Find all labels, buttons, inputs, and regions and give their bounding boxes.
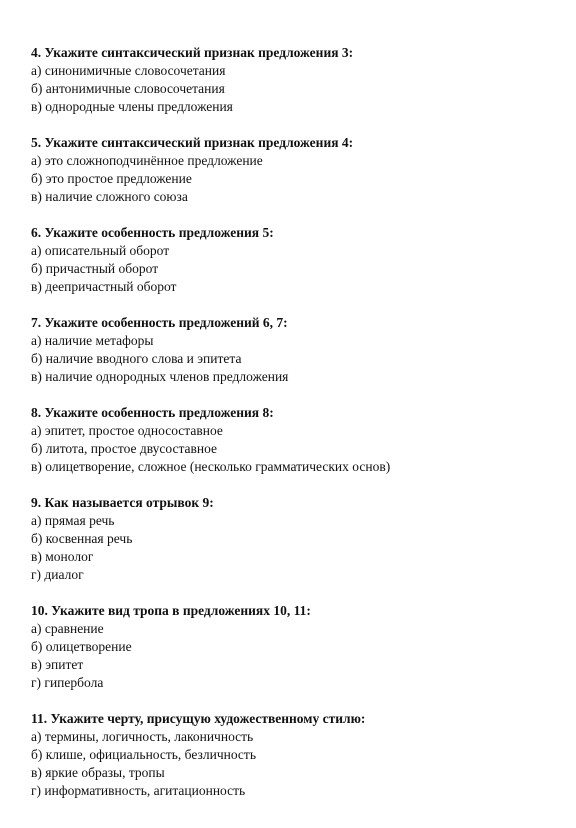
answer-option: б) олицетворение [31, 639, 132, 654]
answer-option: в) деепричастный оборот [31, 279, 177, 294]
question-6 [31, 224, 561, 296]
question-title: 7. Укажите особенность предложений 6, 7: [31, 315, 288, 330]
answer-option: г) гипербола [31, 675, 104, 690]
question-8 [31, 404, 561, 476]
question-7 [31, 314, 561, 386]
answer-option: а) это сложноподчинённое предложение [31, 153, 263, 168]
answer-option: а) наличие метафоры [31, 333, 154, 348]
answer-option: в) наличие однородных членов предложения [31, 369, 289, 384]
question-4 [31, 44, 561, 116]
answer-option: г) диалог [31, 567, 84, 582]
answer-option: в) монолог [31, 549, 94, 564]
answer-option: в) яркие образы, тропы [31, 765, 165, 780]
question-10 [31, 602, 561, 692]
question-title: 11. Укажите черту, присущую художественному стилю: [31, 711, 366, 726]
answer-option: а) эпитет, простое односоставное [31, 423, 223, 438]
question-title: 5. Укажите синтаксический признак предложения 4: [31, 135, 354, 150]
question-9 [31, 494, 561, 584]
answer-option: а) термины, логичность, лаконичность [31, 729, 254, 744]
question-title: 9. Как называется отрывок 9: [31, 495, 214, 510]
question-title: 10. Укажите вид тропа в предложениях 10, 11: [31, 603, 311, 618]
answer-option: б) антонимичные словосочетания [31, 81, 225, 96]
answer-option: а) прямая речь [31, 513, 115, 528]
question-title: 8. Укажите особенность предложения 8: [31, 405, 274, 420]
answer-option: б) причастный оборот [31, 261, 159, 276]
answer-option: б) литота, простое двусоставное [31, 441, 218, 456]
answer-option: в) наличие сложного союза [31, 189, 188, 204]
question-title: 4. Укажите синтаксический признак предложения 3: [31, 45, 354, 60]
question-11 [31, 710, 561, 800]
answer-option: в) олицетворение, сложное (несколько грамматических основ) [31, 459, 391, 474]
answer-option: б) наличие вводного слова и эпитета [31, 351, 242, 366]
answer-option: б) косвенная речь [31, 531, 133, 546]
answer-option: б) это простое предложение [31, 171, 192, 186]
answer-option: а) сравнение [31, 621, 104, 636]
question-5 [31, 134, 561, 206]
test-document [31, 44, 561, 818]
answer-option: а) описательный оборот [31, 243, 170, 258]
answer-option: г) информативность, агитационность [31, 783, 246, 798]
answer-option: в) эпитет [31, 657, 84, 672]
answer-option: а) синонимичные словосочетания [31, 63, 226, 78]
answer-option: б) клише, официальность, безличность [31, 747, 256, 762]
answer-option: в) однородные члены предложения [31, 99, 233, 114]
question-title: 6. Укажите особенность предложения 5: [31, 225, 274, 240]
